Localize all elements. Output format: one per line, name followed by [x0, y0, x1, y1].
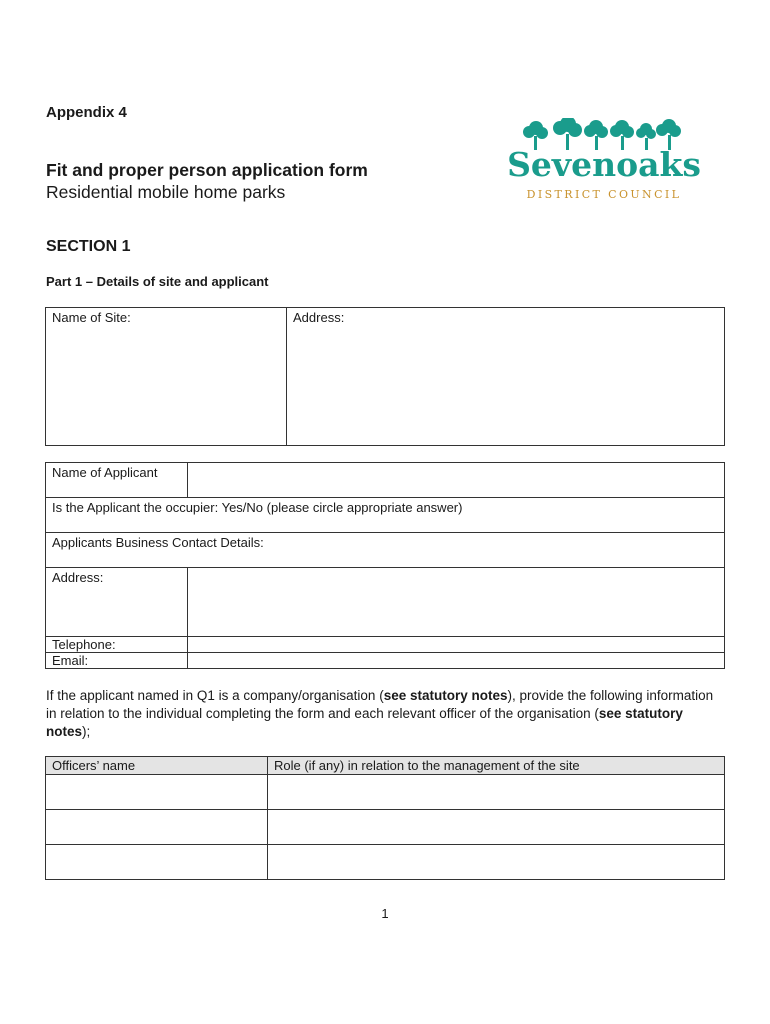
officer-name-field[interactable] — [46, 845, 268, 880]
appendix-label: Appendix 4 — [46, 104, 127, 121]
applicant-name-field[interactable] — [188, 463, 725, 498]
logo-subtitle: DISTRICT COUNCIL — [526, 188, 682, 201]
applicant-details-table — [45, 462, 725, 669]
site-details-table — [45, 307, 725, 446]
company-instructions-paragraph: If the applicant named in Q1 is a company/organisation (see statutory notes), provide the following information in relation to the individual completing the form and each relevant officer of the organisation (see statutory notes); — [46, 688, 714, 739]
council-logo — [492, 118, 716, 204]
officer-role-field[interactable] — [268, 775, 725, 810]
page-number: 1 — [381, 906, 389, 921]
form-title: Fit and proper person application form — [46, 160, 368, 180]
site-address-cell[interactable] — [287, 308, 725, 446]
form-subtitle: Residential mobile home parks — [46, 182, 286, 202]
applicant-address-field[interactable] — [188, 568, 725, 637]
site-address-label: Address: — [293, 310, 345, 325]
occupier-question[interactable]: Is the Applicant the occupier: Yes/No (please circle appropriate answer) — [46, 498, 725, 533]
officers-name-header: Officers’ name — [46, 757, 268, 775]
applicant-address-label: Address: — [46, 568, 188, 637]
officers-role-header: Role (if any) in relation to the management of the site — [268, 757, 725, 775]
officer-name-field[interactable] — [46, 775, 268, 810]
logo-wordmark: Sevenoaks — [507, 145, 701, 184]
officers-table — [45, 756, 725, 880]
section-heading: SECTION 1 — [46, 238, 131, 255]
officer-name-field[interactable] — [46, 810, 268, 845]
officer-role-field[interactable] — [268, 810, 725, 845]
business-contact-label: Applicants Business Contact Details: — [46, 533, 725, 568]
name-of-site-cell[interactable] — [46, 308, 287, 446]
telephone-field[interactable] — [188, 637, 725, 653]
telephone-label: Telephone: — [46, 637, 188, 653]
officer-role-field[interactable] — [268, 845, 725, 880]
email-label: Email: — [46, 653, 188, 669]
name-of-site-label: Name of Site: — [52, 310, 131, 325]
part-heading: Part 1 – Details of site and applicant — [46, 274, 269, 289]
email-field[interactable] — [188, 653, 725, 669]
applicant-name-label: Name of Applicant — [46, 463, 188, 498]
